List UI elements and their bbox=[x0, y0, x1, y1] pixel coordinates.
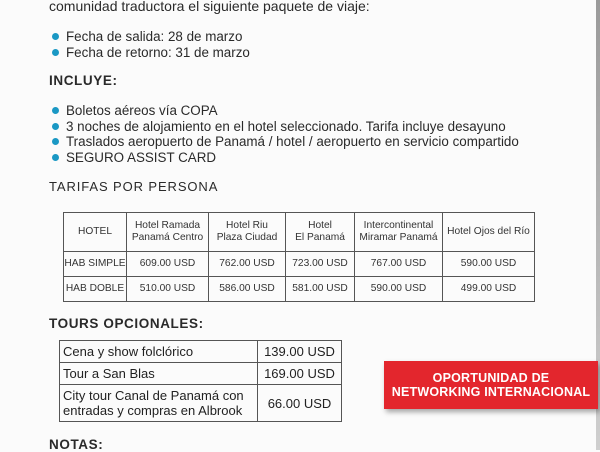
networking-banner bbox=[384, 361, 598, 409]
include-item: Traslados aeropuerto de Panamá / hotel / aeropuerto en servicio compartido bbox=[52, 134, 519, 150]
rate-cell: 590.00 USD bbox=[443, 252, 535, 277]
banner-line: OPORTUNIDAD DE bbox=[432, 371, 550, 385]
departure-date-item: Fecha de salida: 28 de marzo bbox=[52, 29, 250, 45]
rate-cell: 586.00 USD bbox=[209, 277, 286, 302]
tour-price: 66.00 USD bbox=[258, 385, 342, 422]
rate-cell: 767.00 USD bbox=[355, 252, 443, 277]
rates-heading: TARIFAS POR PERSONA bbox=[49, 179, 219, 194]
travel-dates-list bbox=[52, 29, 250, 60]
tour-price: 169.00 USD bbox=[258, 363, 342, 385]
tour-name: City tour Canal de Panamá con entradas y compras en Albrook bbox=[60, 385, 258, 422]
intro-text: comunidad traductora el siguiente paquete de viaje: bbox=[49, 0, 370, 14]
return-date-item: Fecha de retorno: 31 de marzo bbox=[52, 45, 250, 61]
header-cell-riu: Hotel Riu Plaza Ciudad bbox=[209, 213, 286, 252]
rates-table bbox=[63, 212, 535, 302]
rates-row-simple bbox=[64, 252, 535, 277]
header-cell-ramada: Hotel Ramada Panamá Centro bbox=[127, 213, 209, 252]
tour-name: Cena y show folclórico bbox=[60, 341, 258, 363]
notes-heading: NOTAS: bbox=[49, 437, 104, 452]
include-item: Boletos aéreos vía COPA bbox=[52, 103, 519, 119]
rate-cell: HAB DOBLE bbox=[64, 277, 127, 302]
header-cell-el-panama: Hotel El Panamá bbox=[286, 213, 355, 252]
rates-header-row bbox=[64, 213, 535, 252]
tour-row bbox=[60, 341, 342, 363]
rate-cell: 590.00 USD bbox=[355, 277, 443, 302]
include-item: 3 noches de alojamiento en el hotel seleccionado. Tarifa incluye desayuno bbox=[52, 119, 519, 135]
header-cell-intercontinental: Intercontinental Miramar Panamá bbox=[355, 213, 443, 252]
tours-heading: TOURS OPCIONALES: bbox=[49, 316, 204, 331]
header-cell-hotel: HOTEL bbox=[64, 213, 127, 252]
tour-price: 139.00 USD bbox=[258, 341, 342, 363]
tours-table bbox=[59, 340, 342, 422]
tour-row bbox=[60, 363, 342, 385]
rates-row-doble bbox=[64, 277, 535, 302]
header-cell-ojos-del-rio: Hotel Ojos del Río bbox=[443, 213, 535, 252]
banner-line: NETWORKING INTERNACIONAL bbox=[391, 385, 591, 399]
rate-cell: 499.00 USD bbox=[443, 277, 535, 302]
include-item: SEGURO ASSIST CARD bbox=[52, 150, 519, 166]
tour-name: Tour a San Blas bbox=[60, 363, 258, 385]
includes-heading: INCLUYE: bbox=[49, 73, 118, 88]
rate-cell: 609.00 USD bbox=[127, 252, 209, 277]
rate-cell: 723.00 USD bbox=[286, 252, 355, 277]
tour-row bbox=[60, 385, 342, 422]
includes-list bbox=[52, 103, 519, 165]
rate-cell: HAB SIMPLE bbox=[64, 252, 127, 277]
rate-cell: 581.00 USD bbox=[286, 277, 355, 302]
rate-cell: 510.00 USD bbox=[127, 277, 209, 302]
rate-cell: 762.00 USD bbox=[209, 252, 286, 277]
